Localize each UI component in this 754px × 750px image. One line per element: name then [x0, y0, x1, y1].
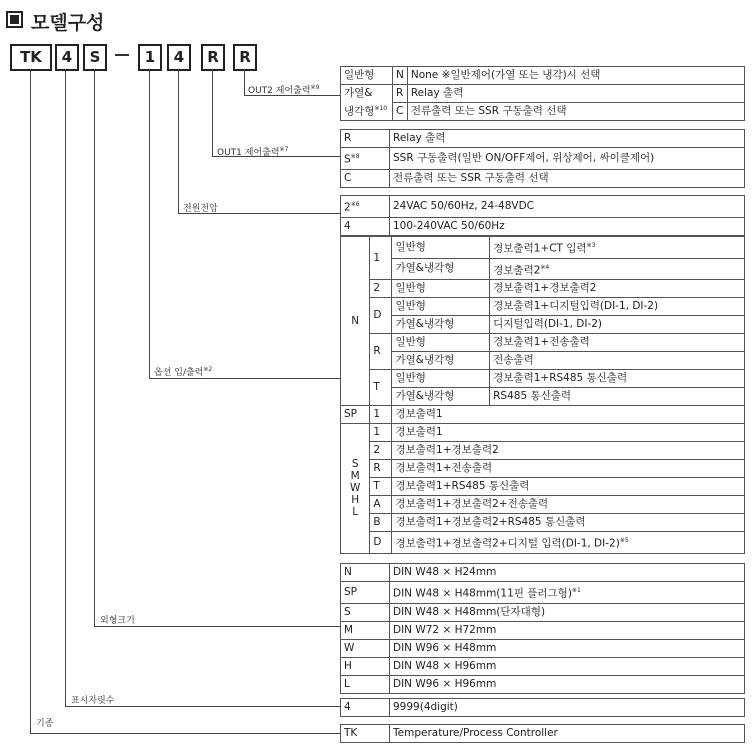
desc-cell: 경보출력1+CT 입력$^{※3}$	[490, 237, 745, 259]
square-bullet-icon	[6, 11, 23, 28]
code-cell: W	[341, 639, 390, 657]
sub-cell: 1	[370, 237, 392, 280]
connector-line	[149, 378, 340, 379]
code-cell: R	[393, 85, 408, 103]
sub-cell: 1	[370, 406, 392, 424]
group-cell: N	[341, 237, 370, 406]
label-out2: OUT2 제어출력$^{※9}$	[248, 84, 320, 96]
table-row	[341, 496, 745, 514]
desc-cell: 디지털입력(DI-1, DI-2)	[490, 316, 745, 334]
desc-cell: 경보출력1+경보출력2+전송출력	[392, 496, 745, 514]
desc-cell: Relay 출력	[407, 85, 744, 103]
sub-cell: 2	[370, 442, 392, 460]
code-cell: R	[341, 130, 390, 148]
desc-cell: SSR 구동출력(일반 ON/OFF제어, 위상제어, 싸이클제어)	[390, 148, 745, 170]
desc-cell: Relay 출력	[390, 130, 745, 148]
desc-cell: 경보출력1+RS485 통신출력	[392, 478, 745, 496]
code-box-type: TK	[10, 44, 52, 71]
code-dash	[115, 54, 129, 56]
table-row	[341, 388, 745, 406]
table-row	[341, 621, 745, 639]
connector-line	[94, 70, 95, 627]
connector-line	[212, 70, 213, 157]
group-cell: S M W H L	[341, 424, 370, 554]
code-cell: N	[341, 564, 390, 582]
table-row	[341, 85, 745, 103]
code-cell: 4	[341, 217, 390, 235]
code-box-out1: R	[201, 44, 225, 71]
code-cell: C	[393, 103, 408, 121]
sub-cell: T	[370, 370, 392, 406]
table-row	[341, 725, 745, 743]
table-row	[341, 532, 745, 554]
code-cell: TK	[341, 725, 390, 743]
table-row	[341, 316, 745, 334]
code-cell: S	[341, 603, 390, 621]
table-row	[341, 657, 745, 675]
desc-cell: Temperature/Process Controller	[390, 725, 745, 743]
out2-table	[340, 66, 745, 121]
desc-cell: 전송출력	[490, 352, 745, 370]
desc-cell: DIN W72 × H72mm	[390, 621, 745, 639]
table-row	[341, 217, 745, 235]
table-row	[341, 564, 745, 582]
type-cell: 일반형	[392, 237, 490, 259]
code-cell: 4	[341, 699, 390, 717]
connector-line	[94, 626, 340, 627]
desc-cell: 경보출력1+경보출력2+디지털 입력(DI-1, DI-2)$^{※5}$	[392, 532, 745, 554]
table-row	[341, 148, 745, 170]
label-type: 기종	[36, 719, 54, 729]
desc-cell: 9999(4digit)	[390, 699, 745, 717]
power-table	[340, 195, 745, 236]
sub-cell: R	[370, 334, 392, 370]
label-option: 옵션 입/출력$^{※2}$	[154, 366, 213, 378]
group-cell: SP	[341, 406, 370, 424]
connector-line	[178, 70, 179, 214]
sub-cell: B	[370, 514, 392, 532]
desc-cell: 경보출력1+경보출력2	[490, 280, 745, 298]
type-cell: 일반형	[392, 298, 490, 316]
out1-table	[340, 129, 745, 188]
sub-cell: T	[370, 478, 392, 496]
table-row	[341, 442, 745, 460]
code-cell: $S^{※8}$	[341, 148, 390, 170]
desc-cell: DIN W48 × H96mm	[390, 657, 745, 675]
sub-cell: 2	[370, 280, 392, 298]
table-row	[341, 582, 745, 604]
desc-cell: 경보출력1+경보출력2+RS485 통신출력	[392, 514, 745, 532]
sub-cell: A	[370, 496, 392, 514]
connector-line	[65, 70, 66, 707]
sub-cell: 1	[370, 424, 392, 442]
code-box-size: S	[83, 44, 107, 71]
table-row	[341, 699, 745, 717]
label-out1: OUT1 제어출력$^{※7}$	[217, 146, 289, 158]
digits-table	[340, 698, 745, 717]
type-cell: 가열&냉각형	[392, 258, 490, 280]
table-row	[341, 130, 745, 148]
desc-cell: 경보출력1	[392, 406, 745, 424]
sub-cell: D	[370, 532, 392, 554]
connector-line	[244, 70, 245, 96]
code-cell: SP	[341, 582, 390, 604]
table-row	[341, 370, 745, 388]
desc-cell: 전류출력 또는 SSR 구동출력 선택	[407, 103, 744, 121]
desc-cell: DIN W48 × H48mm(11핀 플러그형)$^{※1}$	[390, 582, 745, 604]
table-row	[341, 103, 745, 121]
table-row	[341, 67, 745, 85]
desc-cell: DIN W48 × H48mm(단자대형)	[390, 603, 745, 621]
table-row	[341, 406, 745, 424]
label-power: 전원전압	[183, 204, 218, 214]
code-box-out2: R	[233, 44, 257, 71]
desc-cell: RS485 통신출력	[490, 388, 745, 406]
group-cell: 가열& 냉각형$^{※10}$	[341, 85, 393, 121]
table-row	[341, 514, 745, 532]
code-box-option: 1	[138, 44, 162, 71]
desc-cell: DIN W48 × H24mm	[390, 564, 745, 582]
code-box-digits: 4	[55, 44, 79, 71]
code-cell: H	[341, 657, 390, 675]
code-box-power: 4	[167, 44, 191, 71]
type-cell: 일반형	[392, 334, 490, 352]
desc-cell: 경보출력2$^{※4}$	[490, 258, 745, 280]
type-cell: 일반형	[392, 370, 490, 388]
sub-cell: R	[370, 460, 392, 478]
connector-line	[30, 733, 340, 734]
desc-cell: 경보출력1+RS485 통신출력	[490, 370, 745, 388]
option-table	[340, 236, 745, 554]
table-row	[341, 196, 745, 218]
code-cell: N	[393, 67, 408, 85]
type-cell: 가열&냉각형	[392, 316, 490, 334]
sub-cell: D	[370, 298, 392, 334]
table-row	[341, 460, 745, 478]
table-row	[341, 639, 745, 657]
desc-cell: DIN W96 × H48mm	[390, 639, 745, 657]
table-row	[341, 478, 745, 496]
size-table	[340, 563, 745, 694]
type-cell: 가열&냉각형	[392, 388, 490, 406]
table-row	[341, 334, 745, 352]
code-cell: 2$^{※6}$	[341, 196, 390, 218]
connector-line	[65, 706, 340, 707]
desc-cell: 경보출력1+전송출력	[392, 460, 745, 478]
code-cell: M	[341, 621, 390, 639]
label-size: 외형크기	[100, 616, 135, 626]
desc-cell: None ※일반제어(가열 또는 냉각)시 선택	[407, 67, 744, 85]
table-row	[341, 424, 745, 442]
connector-line	[149, 70, 150, 379]
table-row	[341, 298, 745, 316]
table-row	[341, 675, 745, 693]
type-cell: 가열&냉각형	[392, 352, 490, 370]
desc-cell: 경보출력1+경보출력2	[392, 442, 745, 460]
desc-cell: 경보출력1+디지털입력(DI-1, DI-2)	[490, 298, 745, 316]
table-row	[341, 603, 745, 621]
desc-cell: DIN W96 × H96mm	[390, 675, 745, 693]
code-cell: L	[341, 675, 390, 693]
type-cell: 일반형	[392, 280, 490, 298]
desc-cell: 경보출력1+전송출력	[490, 334, 745, 352]
desc-cell: 24VAC 50/60Hz, 24-48VDC	[390, 196, 745, 218]
desc-cell: 전류출력 또는 SSR 구동출력 선택	[390, 169, 745, 187]
connector-line	[30, 70, 31, 734]
table-row	[341, 237, 745, 259]
page-title	[6, 8, 104, 35]
table-row	[341, 352, 745, 370]
code-cell: C	[341, 169, 390, 187]
table-row	[341, 169, 745, 187]
table-row	[341, 280, 745, 298]
table-row	[341, 258, 745, 280]
group-cell: 일반형	[341, 67, 393, 85]
desc-cell: 경보출력1	[392, 424, 745, 442]
type-table	[340, 724, 745, 743]
desc-cell: 100-240VAC 50/60Hz	[390, 217, 745, 235]
title-text: 모델구성	[31, 12, 105, 34]
label-digits: 표시자릿수	[71, 696, 115, 706]
